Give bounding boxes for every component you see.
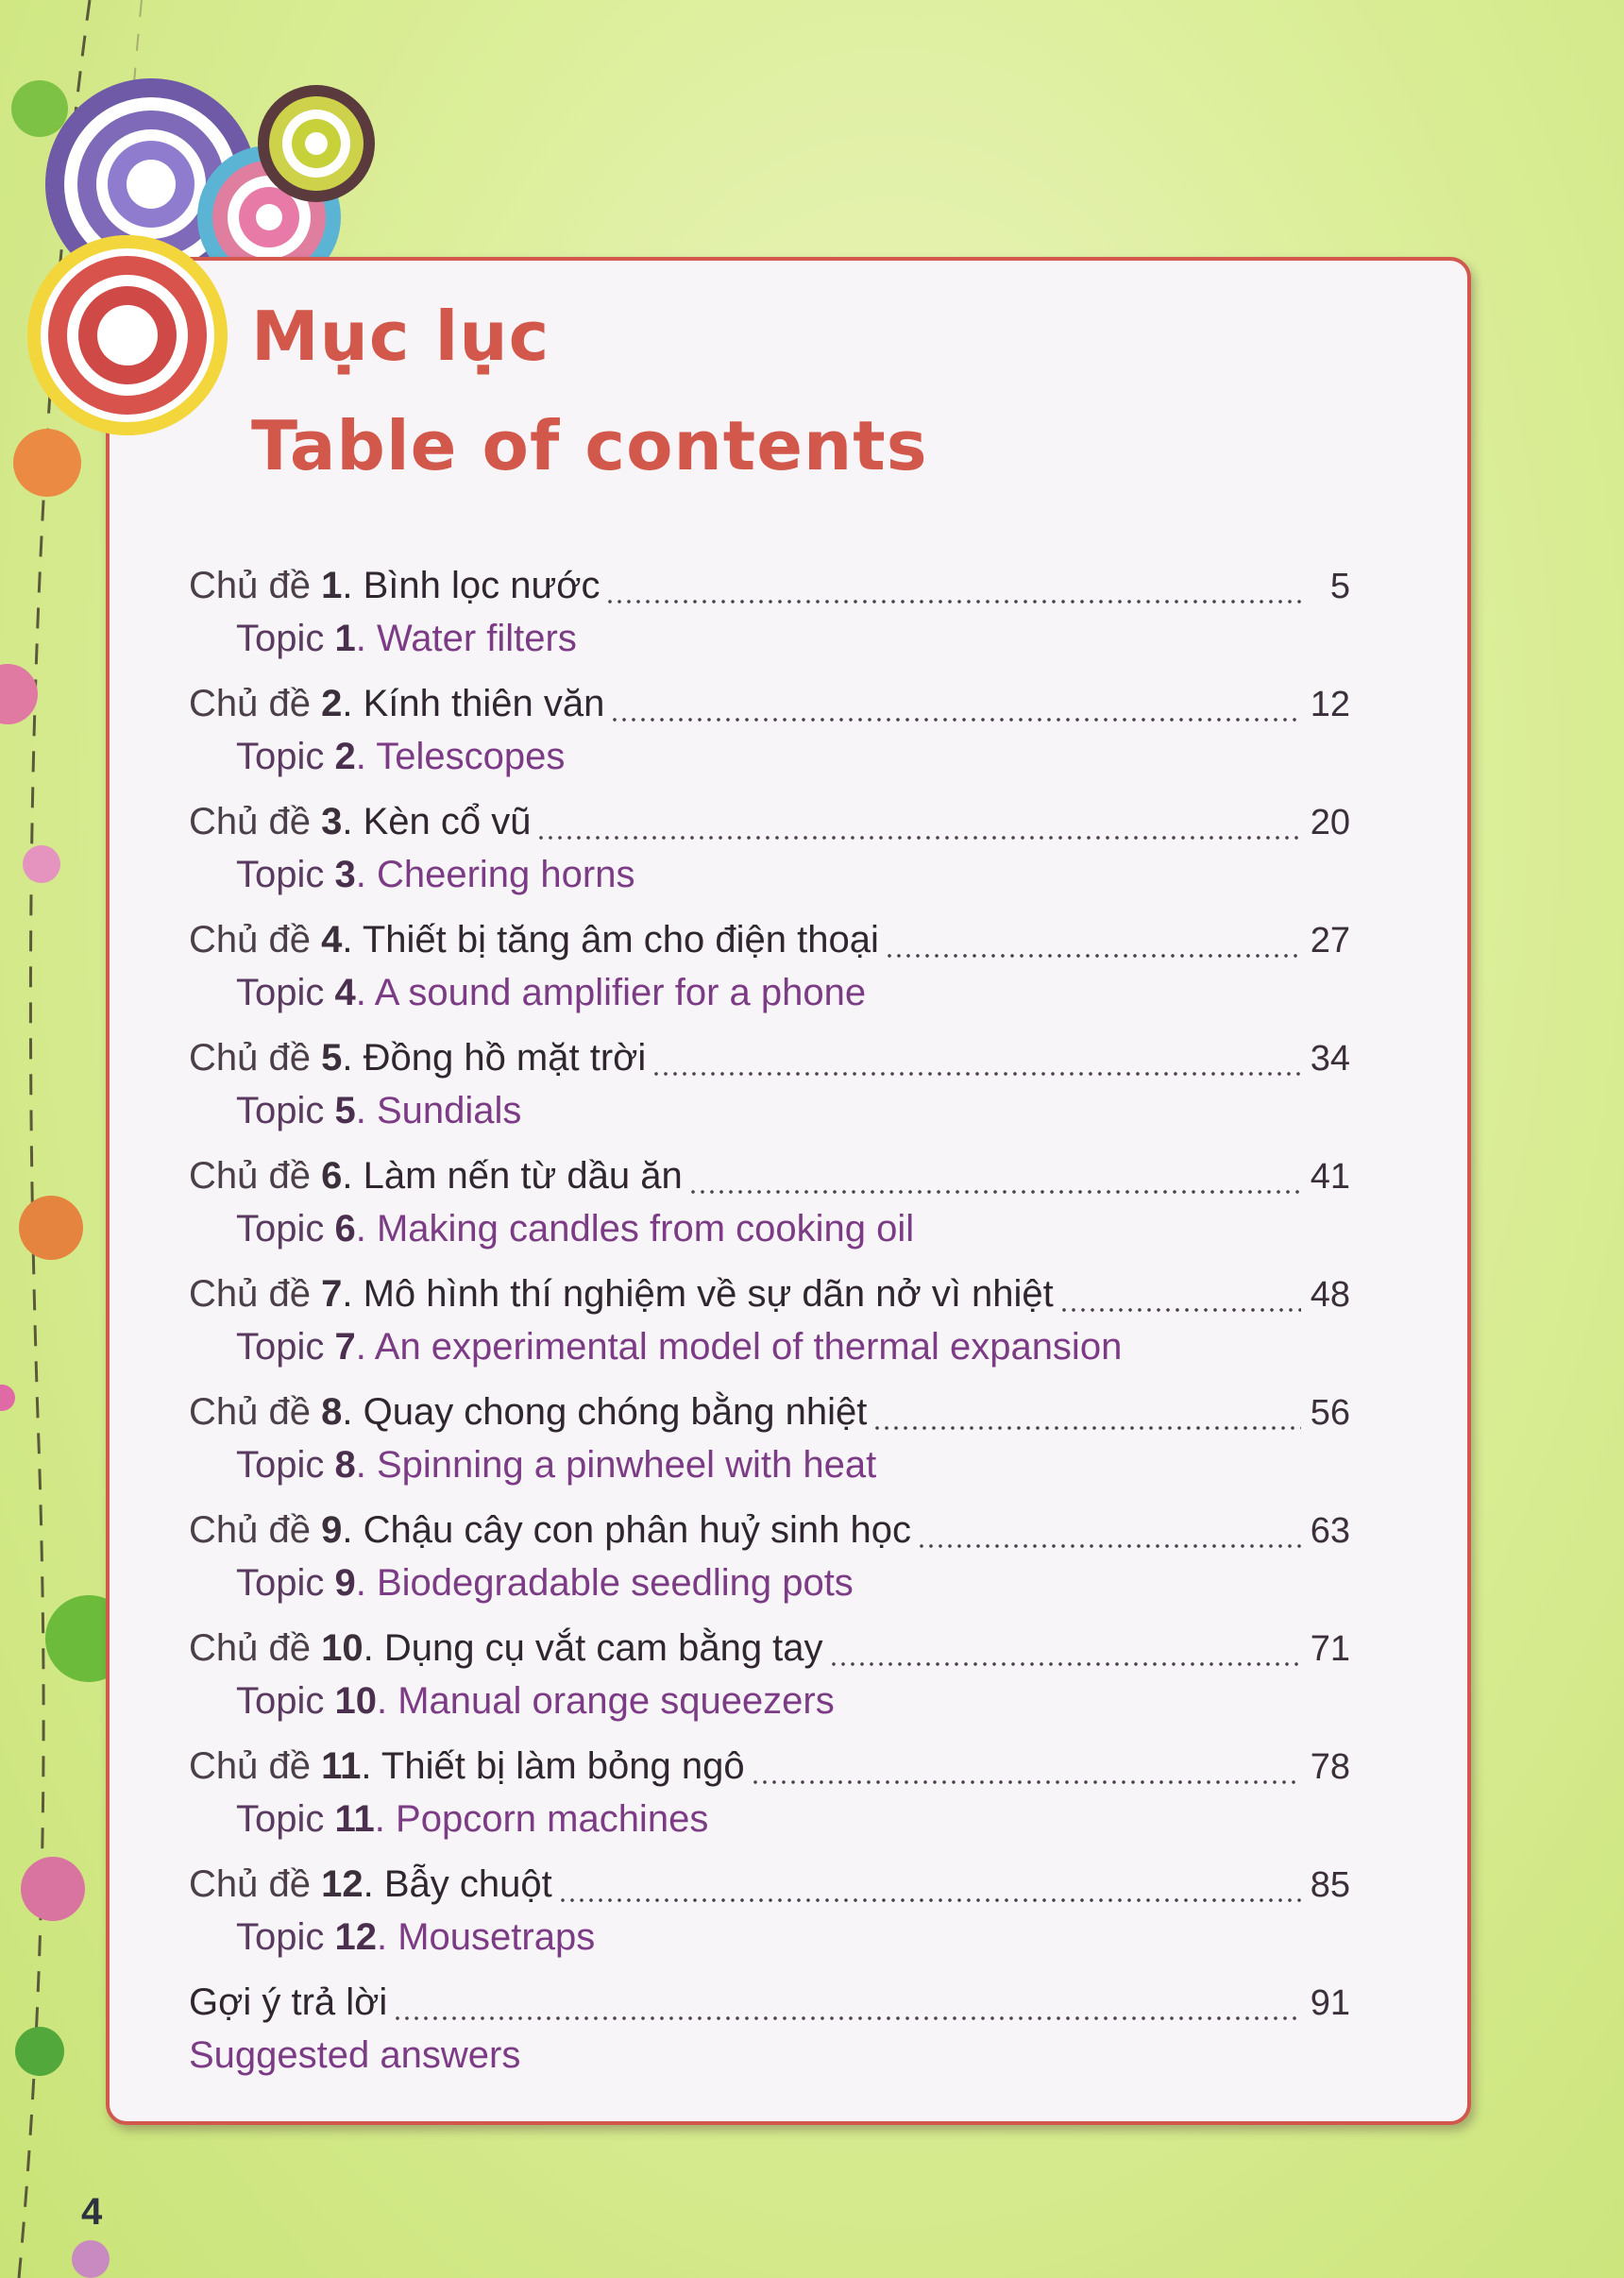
dot-leader bbox=[536, 835, 1301, 841]
pink-dot-3 bbox=[21, 1857, 85, 1921]
pink-dot-4 bbox=[72, 2240, 110, 2278]
topic-title-en: . Telescopes bbox=[355, 736, 566, 777]
page-ref: 41 bbox=[1310, 1157, 1350, 1197]
topic-prefix-en: Topic bbox=[236, 1326, 335, 1368]
toc-entry-vietnamese bbox=[189, 1627, 1350, 1680]
topic-number: 2 bbox=[321, 683, 343, 724]
page-ref: 56 bbox=[1310, 1393, 1350, 1433]
dot-leader bbox=[1059, 1307, 1301, 1313]
topic-title-en: . Popcorn machines bbox=[374, 1798, 709, 1840]
toc-entry[interactable] bbox=[189, 1863, 1350, 1981]
yellow-target-circle bbox=[258, 85, 375, 202]
topic-title-en: . An experimental model of thermal expansion bbox=[355, 1326, 1123, 1368]
toc-entry-vietnamese bbox=[189, 1863, 1350, 1916]
dot-leader bbox=[605, 599, 1301, 604]
topic-title-vi: . Bẫy chuột bbox=[363, 1863, 552, 1905]
toc-entry-english bbox=[189, 1208, 1350, 1257]
topic-number-en: 2 bbox=[334, 736, 356, 777]
topic-title-en: . A sound amplifier for a phone bbox=[355, 972, 867, 1013]
dot-leader bbox=[917, 1543, 1301, 1549]
topic-number-en: 7 bbox=[334, 1326, 356, 1368]
topic-number: 3 bbox=[321, 801, 343, 842]
toc-entry-english bbox=[189, 1326, 1350, 1375]
topic-prefix-en: Topic bbox=[236, 1916, 335, 1958]
page-ref: 78 bbox=[1310, 1747, 1350, 1787]
toc-entry[interactable] bbox=[189, 683, 1350, 801]
dot-leader bbox=[558, 1897, 1301, 1903]
topic-title-vi: . Kèn cổ vũ bbox=[342, 801, 532, 842]
topic-title-vi: . Dụng cụ vắt cam bằng tay bbox=[363, 1627, 823, 1669]
topic-number: 8 bbox=[321, 1391, 343, 1433]
topic-prefix-vi: Chủ đề bbox=[189, 1745, 322, 1787]
topic-number: 7 bbox=[321, 1273, 343, 1315]
toc-entry[interactable] bbox=[189, 1391, 1350, 1509]
topic-prefix-vi: Chủ đề bbox=[189, 1509, 322, 1551]
topic-prefix-vi: Chủ đề bbox=[189, 1627, 322, 1669]
topic-title-vi: . Chậu cây con phân huỷ sinh học bbox=[342, 1509, 911, 1551]
topic-number-en: 5 bbox=[334, 1090, 356, 1131]
pink-dot bbox=[0, 664, 38, 724]
topic-number: 11 bbox=[321, 1745, 362, 1787]
topic-number: 6 bbox=[321, 1155, 343, 1197]
topic-prefix-vi: Chủ đề bbox=[189, 1037, 322, 1079]
toc-entry-english bbox=[189, 1444, 1350, 1493]
toc-entry-english bbox=[189, 618, 1350, 667]
page-ref: 34 bbox=[1310, 1039, 1350, 1079]
page-number: 4 bbox=[81, 2191, 103, 2233]
topic-prefix-vi: Chủ đề bbox=[189, 801, 322, 842]
topic-prefix-vi: Chủ đề bbox=[189, 1273, 322, 1315]
topic-title-en: . Mousetraps bbox=[377, 1916, 596, 1958]
topic-number-en: 1 bbox=[334, 618, 356, 659]
topic-number: 5 bbox=[321, 1037, 343, 1079]
page-title-vietnamese: Mục lục bbox=[251, 297, 550, 376]
topic-title-vi: . Làm nến từ dầu ăn bbox=[342, 1155, 683, 1197]
topic-prefix-vi: Chủ đề bbox=[189, 1863, 322, 1905]
topic-prefix-en: Topic bbox=[236, 854, 335, 895]
topic-title-vi: . Thiết bị làm bỏng ngô bbox=[361, 1745, 745, 1787]
topic-number: 12 bbox=[321, 1863, 364, 1905]
topic-title-en: . Making candles from cooking oil bbox=[355, 1208, 915, 1250]
toc-entry-english bbox=[189, 736, 1350, 785]
topic-prefix-en: Topic bbox=[236, 1680, 335, 1722]
topic-title-vi: . Kính thiên văn bbox=[342, 683, 605, 724]
dot-leader bbox=[885, 953, 1301, 959]
toc-entry[interactable] bbox=[189, 1627, 1350, 1745]
topic-title-en: . Manual orange squeezers bbox=[377, 1680, 835, 1722]
toc-entry-english bbox=[189, 1680, 1350, 1729]
toc-entry-vietnamese bbox=[189, 1391, 1350, 1444]
toc-entry-english bbox=[189, 1090, 1350, 1139]
green-dot-2 bbox=[15, 2027, 64, 2076]
toc-entry[interactable] bbox=[189, 1273, 1350, 1391]
toc-entry[interactable] bbox=[189, 1037, 1350, 1155]
topic-title-vi: . Đồng hồ mặt trời bbox=[342, 1037, 647, 1079]
topic-number-en: 11 bbox=[334, 1798, 375, 1840]
page-ref: 12 bbox=[1310, 685, 1350, 724]
toc-entry-vietnamese bbox=[189, 1155, 1350, 1208]
answers-title-en: Suggested answers bbox=[189, 2034, 521, 2076]
toc-entry-vietnamese bbox=[189, 1273, 1350, 1326]
dot-leader bbox=[829, 1661, 1301, 1667]
table-of-contents bbox=[189, 565, 1350, 2100]
topic-prefix-en: Topic bbox=[236, 1208, 335, 1250]
page-title-english: Table of contents bbox=[251, 406, 928, 485]
topic-title-en: . Sundials bbox=[355, 1090, 522, 1131]
toc-entry-english bbox=[189, 854, 1350, 903]
topic-prefix-en: Topic bbox=[236, 972, 335, 1013]
topic-prefix-vi: Chủ đề bbox=[189, 565, 322, 606]
toc-entry-vietnamese bbox=[189, 1745, 1350, 1798]
toc-entry[interactable] bbox=[189, 565, 1350, 683]
page-ref: 48 bbox=[1310, 1275, 1350, 1315]
toc-entry-vietnamese bbox=[189, 1509, 1350, 1562]
topic-number: 10 bbox=[321, 1627, 364, 1669]
page-ref: 85 bbox=[1310, 1865, 1350, 1905]
page-ref: 63 bbox=[1310, 1511, 1350, 1551]
toc-entry[interactable] bbox=[189, 1155, 1350, 1273]
topic-number-en: 6 bbox=[334, 1208, 356, 1250]
dot-leader bbox=[872, 1425, 1301, 1431]
orange-dot-2 bbox=[19, 1196, 83, 1260]
toc-entry[interactable] bbox=[189, 919, 1350, 1037]
topic-prefix-vi: Chủ đề bbox=[189, 1155, 322, 1197]
topic-prefix-en: Topic bbox=[236, 1798, 335, 1840]
pink-dot-2 bbox=[0, 1385, 15, 1411]
toc-entry-english bbox=[189, 972, 1350, 1021]
toc-entry-english bbox=[189, 1798, 1350, 1847]
toc-entry-vietnamese bbox=[189, 1037, 1350, 1090]
toc-entry-vietnamese bbox=[189, 565, 1350, 618]
page-ref: 91 bbox=[1310, 1983, 1350, 2023]
topic-number-en: 9 bbox=[334, 1562, 356, 1604]
toc-entry[interactable] bbox=[189, 1745, 1350, 1863]
topic-number-en: 8 bbox=[334, 1444, 356, 1486]
topic-prefix-en: Topic bbox=[236, 1444, 335, 1486]
topic-prefix-en: Topic bbox=[236, 736, 335, 777]
answers-title-vi: Gợi ý trả lời bbox=[189, 1981, 388, 2023]
page-ref: 27 bbox=[1310, 921, 1350, 960]
topic-number-en: 12 bbox=[334, 1916, 377, 1958]
toc-entry-answers[interactable] bbox=[189, 1981, 1350, 2100]
topic-title-vi: . Mô hình thí nghiệm về sự dãn nở vì nhiệt bbox=[342, 1273, 1054, 1315]
topic-prefix-en: Topic bbox=[236, 618, 335, 659]
dot-leader bbox=[651, 1071, 1301, 1077]
topic-title-en: . Cheering horns bbox=[355, 854, 635, 895]
topic-prefix-vi: Chủ đề bbox=[189, 1391, 322, 1433]
toc-entry-english bbox=[189, 1562, 1350, 1611]
topic-number: 1 bbox=[321, 565, 343, 606]
topic-title-vi: . Thiết bị tăng âm cho điện thoại bbox=[342, 919, 879, 960]
dot-leader bbox=[751, 1779, 1301, 1785]
topic-title-en: . Water filters bbox=[355, 618, 577, 659]
toc-entry-english bbox=[189, 1916, 1350, 1965]
topic-number-en: 10 bbox=[334, 1680, 377, 1722]
toc-entry-vietnamese bbox=[189, 683, 1350, 736]
dot-leader bbox=[610, 717, 1301, 722]
dot-leader bbox=[393, 2015, 1301, 2021]
red-target-circle-front bbox=[0, 0, 245, 453]
topic-number: 4 bbox=[321, 919, 343, 960]
toc-entry-vietnamese bbox=[189, 919, 1350, 972]
topic-number-en: 3 bbox=[334, 854, 356, 895]
topic-prefix-vi: Chủ đề bbox=[189, 683, 322, 724]
topic-title-en: . Spinning a pinwheel with heat bbox=[355, 1444, 877, 1486]
toc-entry-vietnamese bbox=[189, 801, 1350, 854]
topic-prefix-vi: Chủ đề bbox=[189, 919, 322, 960]
page-ref: 20 bbox=[1310, 803, 1350, 842]
pink-dot-small bbox=[23, 845, 60, 883]
topic-prefix-en: Topic bbox=[236, 1562, 335, 1604]
topic-number-en: 4 bbox=[334, 972, 356, 1013]
answers-vietnamese bbox=[189, 1981, 1350, 2034]
dot-leader bbox=[688, 1189, 1301, 1195]
topic-number: 9 bbox=[321, 1509, 343, 1551]
topic-title-vi: . Quay chong chóng bằng nhiệt bbox=[342, 1391, 868, 1433]
topic-prefix-en: Topic bbox=[236, 1090, 335, 1131]
page-ref: 71 bbox=[1310, 1629, 1350, 1669]
answers-english bbox=[189, 2034, 1350, 2083]
toc-entry[interactable] bbox=[189, 1509, 1350, 1627]
page-ref: 5 bbox=[1329, 567, 1350, 606]
topic-title-vi: . Bình lọc nước bbox=[342, 565, 601, 606]
toc-entry[interactable] bbox=[189, 801, 1350, 919]
topic-title-en: . Biodegradable seedling pots bbox=[355, 1562, 854, 1604]
